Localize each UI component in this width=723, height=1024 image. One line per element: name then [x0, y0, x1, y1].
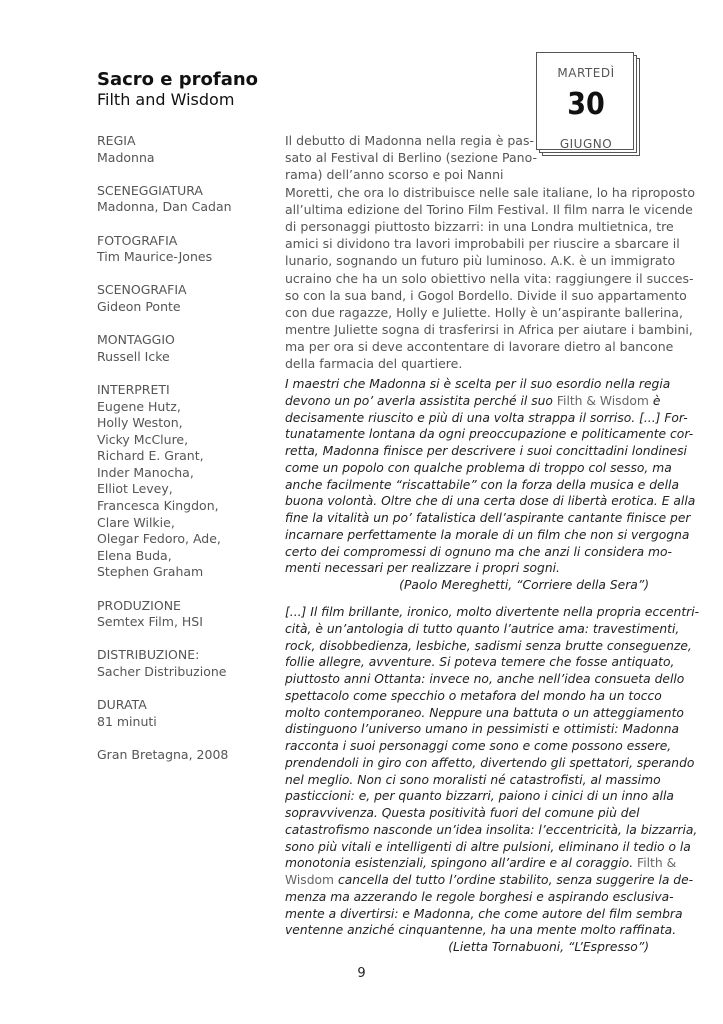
credit-value: Elliot Levey, [97, 481, 173, 497]
quote-line: ventenne anziché cinquantenne, ha una mente molto raffinata. [285, 923, 677, 938]
date-day: MARTEDÌ [557, 66, 615, 80]
synopsis-line: con due ragazze, Holly e Juliette. Holly è un’aspirante ballerina, [285, 304, 683, 320]
quote-line: retta, Madonna finisce per descrivere i suoi concittadini londinesi [285, 444, 687, 458]
quote-line: pasticcioni: e, per quanto bizzarri, paiono i cinici di un inno alla [285, 789, 674, 804]
film-title-upright: Filth & [637, 856, 677, 871]
quote-line: I maestri che Madonna si è scelta per il suo esordio nella regia [285, 377, 671, 391]
review-quote-mereghetti [285, 376, 696, 594]
synopsis-line: amici si dividono tra lavori improbabili per riuscire a sbarcare il [285, 236, 680, 252]
credits-column [97, 133, 267, 780]
credit-value: Sacher Distribuzione [97, 664, 227, 679]
synopsis-line: Il debutto di Madonna nella regia è pas- [285, 133, 534, 148]
quote-source: (Paolo Mereghetti, “Corriere della Sera”) [399, 578, 649, 592]
credit-value: Elena Buda, [97, 547, 172, 563]
quote-line: racconta i suoi personaggi come sono e come possono essere, [285, 739, 672, 753]
credit-value: Madonna, Dan Cadan [97, 199, 232, 215]
quote-line: decisamente riuscito e più di una volta strappa il sorriso. [...] For- [285, 410, 688, 425]
quote-text: è [648, 393, 661, 408]
quote-source: (Lietta Tornabuoni, “L’Espresso”) [448, 940, 649, 954]
credit-block [97, 382, 267, 581]
credit-label: INTERPRETI [97, 381, 170, 397]
quote-line: certo dei compromessi di ognuno ma che anzi li considera mo- [285, 544, 672, 559]
quote-line: distinguono l’universo umano in pessimisti e ottimisti: Madonna [285, 722, 680, 737]
quote-line: cità, è un’antologia di tutto quanto l’autrice ama: travestimenti, [285, 621, 680, 636]
synopsis-line: mentre Juliette sogna di trasferirsi in Africa per aiutare i bambini, [285, 322, 693, 338]
quote-line: mente a divertirsi: e Madonna, che come autore del film sembra [285, 906, 683, 921]
quote-line: sono più vitali e intelligenti di altre pulsioni, eliminano il tedio o la [285, 839, 691, 854]
credit-block [97, 233, 267, 266]
film-title-upright: Filth & Wisdom [556, 393, 649, 408]
credit-value: Vicky McClure, [97, 431, 189, 447]
quote-line: [...] Il film brillante, ironico, molto divertente nella propria eccentri- [285, 605, 700, 619]
quote-line: sopravvivenza. Questa positività fuori del comune più del [285, 806, 640, 820]
page-number: 9 [357, 966, 366, 981]
credit-label: SCENOGRAFIA [97, 282, 187, 298]
synopsis [285, 132, 696, 373]
quote-line: menza ma azzerando le regole borghesi e aspirando esclusiva- [285, 889, 674, 904]
credit-value: Olegar Fedoro, Ade, [97, 531, 221, 547]
synopsis-line: lunario, sognando un futuro più luminoso. A.K. è un immigrato [285, 253, 676, 269]
quote-line: nel meglio. Non ci sono moralisti né catastrofisti, al massimo [285, 772, 661, 787]
credit-value: Gran Bretagna, 2008 [97, 746, 229, 762]
credit-value: Eugene Hutz, [97, 398, 181, 414]
synopsis-line: Moretti, che ora lo distribuisce nelle sale italiane, lo ha riproposto [285, 184, 696, 200]
synopsis-line: della farmacia del quartiere. [285, 356, 463, 372]
quote-line: spettacolo come specchio o metafora del mondo ha un tocco [285, 688, 662, 703]
credit-value: Gideon Ponte [97, 298, 181, 314]
film-title-upright: Wisdom [285, 873, 335, 887]
credit-block [97, 332, 267, 365]
credit-block [97, 697, 267, 730]
credit-block [97, 747, 267, 764]
quote-line: rock, disobbedienza, lesbiche, sadismi senza brutte conseguenze, [285, 638, 692, 653]
quote-text: devono un po’ averla assistita perché il suo [285, 393, 557, 408]
credit-label: DURATA [97, 697, 147, 713]
quote-line: piuttosto anni Ottanta: invece no, anche nell’idea consueta dello [285, 672, 685, 686]
credit-block [97, 598, 267, 631]
credit-value: Clare Wilkie, [97, 514, 175, 530]
quote-line: tunatamente lontana da ogni preoccupazione e politicamente cor- [285, 427, 694, 442]
credit-value: Richard E. Grant, [97, 448, 204, 464]
credit-value: Holly Weston, [97, 415, 183, 431]
synopsis-line: sato al Festival di Berlino (sezione Pano- [285, 150, 537, 166]
synopsis-line: ma per ora si deve accontentare di lavorare dietro al bancone [285, 339, 674, 355]
credit-value: Madonna [97, 149, 155, 165]
quote-line: anche facilmente “riscattabile” con la forza della musica e della [285, 477, 679, 492]
credit-label: PRODUZIONE [97, 597, 181, 613]
quote-line: menti necessari per realizzare i propri sogni. [285, 561, 560, 576]
credit-label: MONTAGGIO [97, 332, 175, 348]
credit-label: DISTRIBUZIONE: [97, 647, 200, 663]
quote-line: catastrofismo nasconde un’idea insolita: l’eccentricità, la bizzarria, [285, 822, 698, 837]
credit-block [97, 133, 267, 166]
credit-value: Tim Maurice-Jones [97, 249, 213, 265]
synopsis-line: di personaggi piuttosto bizzarri: in una Londra multietnica, tre [285, 218, 674, 234]
credit-value: Francesca Kingdon, [97, 498, 219, 514]
credit-label: REGIA [97, 133, 136, 148]
quote-text: monotonia esistenziali, spingono all’ardire e al coraggio. [285, 856, 638, 871]
quote-line [285, 872, 694, 889]
page-title: Sacro e profano [97, 69, 259, 90]
credit-block [97, 282, 267, 315]
page-subtitle: Filth and Wisdom [97, 90, 235, 109]
quote-line: buona volontà. Oltre che di una certa dose di libertà erotica. E alla [285, 494, 696, 509]
date-month: GIUGNO [559, 137, 613, 151]
quote-line: prendendoli in giro con affetto, divertendo gli spettatori, sperando [285, 755, 695, 770]
date-number: 30 [567, 87, 605, 122]
quote-line: fine la vitalità un po’ fatalistica dell’aspirante cantante finisce per [285, 511, 691, 525]
quote-line: molto contemporaneo. Neppure una battuta o un atteggiamento [285, 705, 684, 720]
quote-line [285, 393, 661, 410]
quote-line: incarnare perfettamente la morale di un film che non si vergogna [285, 527, 690, 542]
credit-label: SCENEGGIATURA [97, 182, 203, 198]
review-quote-tornabuoni [285, 604, 700, 956]
quote-line: follie allegre, avventure. Si poteva temere che fosse antiquato, [285, 655, 675, 670]
quote-line [285, 855, 677, 872]
synopsis-line: all’ultima edizione del Torino Film Festival. Il film narra le vicende [285, 201, 693, 217]
synopsis-line: so con la sua band, i Gogol Bordello. Divide il suo appartamento [285, 287, 687, 303]
credit-block [97, 183, 267, 216]
synopsis-line: rama) dell’anno scorso e poi Nanni [285, 167, 504, 183]
credit-value: 81 minuti [97, 713, 157, 729]
credit-value: Semtex Film, HSI [97, 614, 203, 630]
credit-block [97, 647, 267, 680]
credit-value: Inder Manocha, [97, 464, 194, 480]
credit-value: Russell Icke [97, 348, 170, 364]
credit-value: Stephen Graham [97, 564, 204, 580]
quote-text: cancella del tutto l’ordine stabilito, senza suggerire la de- [334, 873, 694, 887]
credit-label: FOTOGRAFIA [97, 232, 178, 248]
synopsis-line: ucraino che ha un solo obiettivo nella vita: raggiungere il succes- [285, 270, 694, 286]
quote-line: come un popolo con qualche problema di troppo col sesso, ma [285, 460, 672, 475]
